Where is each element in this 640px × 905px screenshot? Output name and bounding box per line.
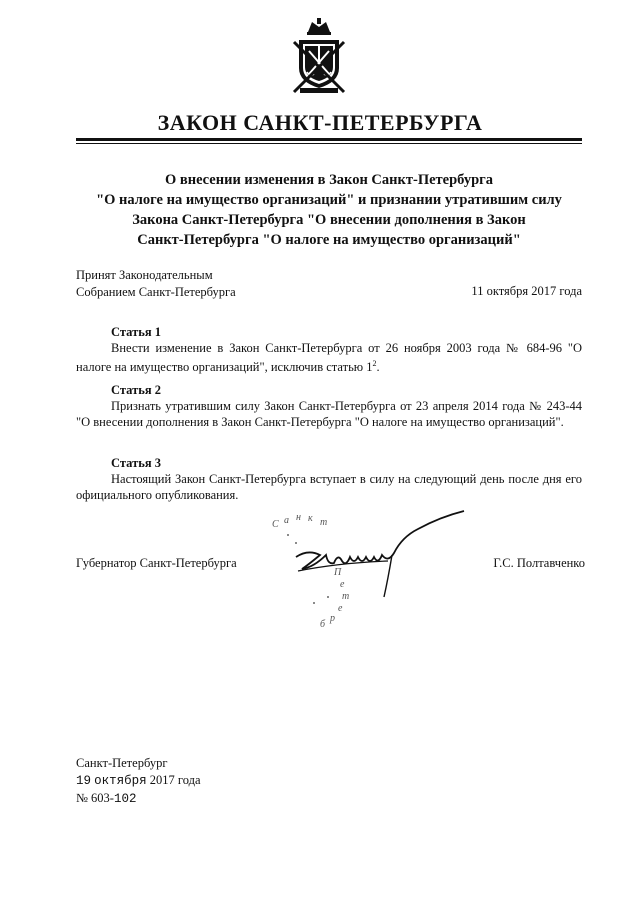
svg-text:П: П [334, 567, 342, 578]
footer-number [76, 790, 201, 808]
subtitle-line: "О налоге на имущество организаций" и признании утратившим силу [96, 192, 562, 208]
footer-number-value: 102 [113, 792, 137, 806]
adoption-line: Принят Законодательным [76, 268, 213, 282]
adoption-line: Собранием Санкт-Петербурга [76, 285, 236, 299]
governor-position: Губернатор Санкт-Петербурга [76, 556, 237, 570]
svg-text:н: н [296, 512, 301, 523]
title-rule-thick [76, 138, 582, 141]
article-1 [76, 324, 582, 375]
subtitle-line: Закона Санкт-Петербурга "О внесении дополнения в Закон [132, 212, 526, 228]
svg-text:р: р [330, 613, 335, 624]
svg-text:С: С [272, 519, 279, 530]
article-text [76, 340, 582, 375]
law-subtitle [76, 170, 582, 250]
law-title: ЗАКОН САНКТ-ПЕТЕРБУРГА [157, 110, 483, 135]
svg-text:а: а [284, 515, 289, 526]
article-heading: Статья 3 [111, 456, 161, 470]
article-3 [76, 455, 582, 503]
subtitle-line: О внесении изменения в Закон Санкт-Петербурга [164, 172, 493, 188]
footer-city: Санкт-Петербург [76, 756, 168, 770]
adoption-body [76, 267, 236, 301]
svg-text:к: к [308, 513, 313, 524]
handwritten-signature-icon [268, 505, 468, 635]
footer-date-month: октября [94, 774, 147, 788]
svg-text:е: е [338, 603, 343, 614]
svg-text:т: т [320, 517, 328, 528]
article-text-tail: . [376, 360, 380, 375]
footer-number-prefix: № 603- [76, 791, 114, 805]
title-rule-thin [76, 143, 582, 144]
article-text-sup: 2 [372, 359, 377, 368]
article-2 [76, 382, 582, 430]
svg-text:т: т [342, 591, 350, 602]
governor-name: Г.С. Полтавченко [493, 556, 585, 570]
svg-text:б: б [320, 619, 326, 630]
footer-date [76, 772, 201, 790]
document-footer [76, 755, 201, 808]
article-text: Настоящий Закон Санкт-Петербурга вступает в силу на следующий день после дня его официального опубликования. [76, 472, 582, 502]
subtitle-line: Санкт-Петербурга "О налоге на имущество организаций" [137, 232, 521, 248]
article-heading: Статья 2 [111, 383, 161, 397]
footer-date-day: 19 [76, 774, 92, 788]
svg-text:е: е [340, 579, 345, 590]
article-heading: Статья 1 [111, 325, 161, 339]
article-text-main: Внести изменение в Закон Санкт-Петербурга от 26 ноября 2003 года № 684-96 "О налоге на имущество организаций", исключив статью 1 [76, 341, 582, 375]
coat-of-arms-icon [290, 18, 348, 98]
article-text: Признать утратившим силу Закон Санкт-Петербурга от 23 апреля 2014 года № 243-44 "О внесении дополнения в Закон Санкт-Петербурга "О налоге на имущество организаций". [76, 399, 582, 429]
adoption-date: 11 октября 2017 года [471, 284, 582, 298]
footer-date-year: 2017 года [149, 773, 201, 787]
